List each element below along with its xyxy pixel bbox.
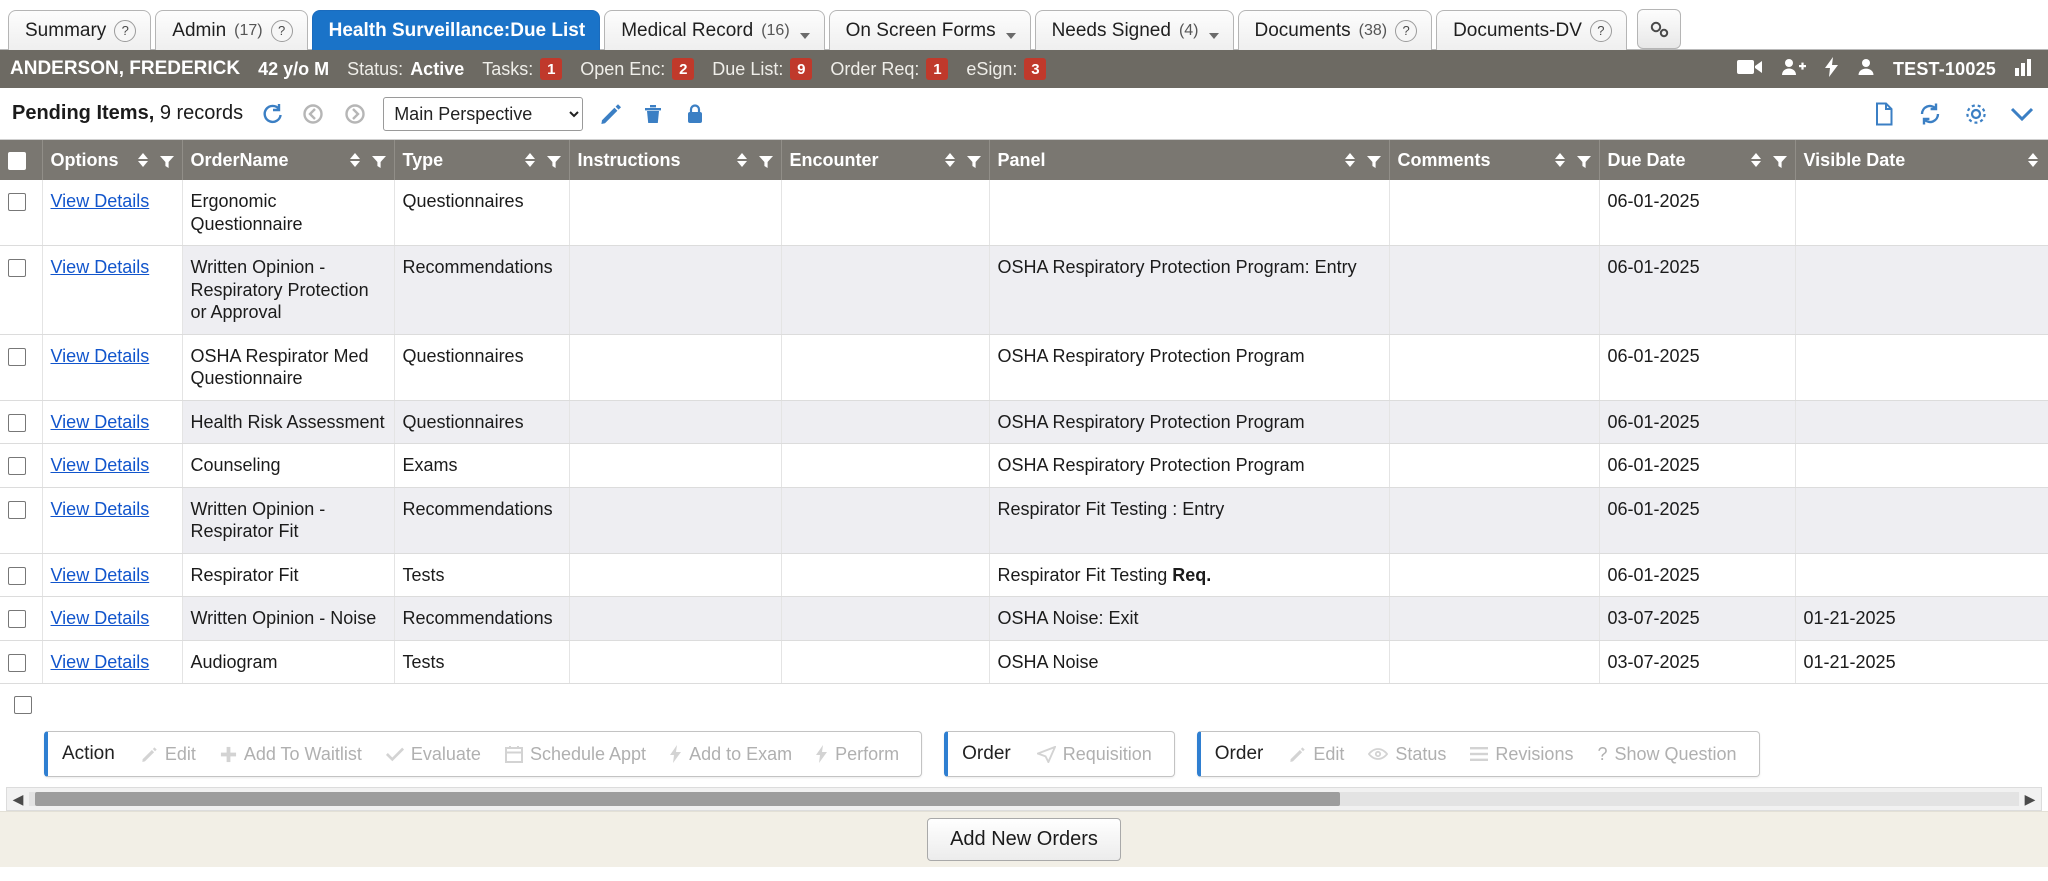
tab-label: Admin (172, 19, 227, 41)
add-to-waitlist-button[interactable] (208, 732, 374, 776)
grid-footer-select-cell (0, 684, 2048, 721)
status-badge: 3 (1024, 58, 1046, 80)
filter-icon[interactable] (1773, 153, 1787, 167)
order-revisions-button[interactable] (1458, 732, 1585, 776)
cell-instructions (569, 180, 781, 246)
status-badge: 2 (672, 58, 694, 80)
cell-encounter (781, 180, 989, 246)
filter-icon[interactable] (547, 153, 561, 167)
scroll-left-arrow[interactable]: ◀ (12, 790, 24, 807)
status-value: Active (410, 58, 465, 79)
column-label: Comments (1397, 149, 1491, 170)
status-badge: 1 (926, 58, 948, 80)
row-select-cell (0, 400, 42, 444)
cell-comments (1389, 487, 1599, 553)
filter-icon[interactable] (160, 153, 174, 167)
cell-duedate: 06-01-2025 (1599, 180, 1795, 246)
horizontal-scrollbar[interactable] (6, 787, 2042, 811)
row-select-cell (0, 553, 42, 597)
pencil-icon[interactable] (597, 100, 625, 128)
row-options-cell (42, 246, 182, 335)
group-label: Action (62, 743, 115, 764)
cell-ordername: OSHA Respirator Med Questionnaire (182, 334, 394, 400)
chevron-down-icon (1006, 33, 1016, 39)
cell-instructions (569, 444, 781, 488)
chevron-down-icon (800, 33, 810, 39)
cell-type: Questionnaires (394, 334, 569, 400)
page-footer (0, 811, 2048, 867)
panel-text: OSHA Noise (997, 651, 1099, 672)
table-row[interactable] (0, 597, 2048, 641)
help-icon: ? (114, 20, 136, 42)
view-details-link[interactable]: View Details (50, 651, 150, 672)
column-label: Type (402, 149, 444, 170)
view-details-link[interactable]: View Details (50, 191, 150, 211)
tab-count: (17) (234, 21, 263, 39)
cell-type: Tests (394, 640, 569, 684)
toolbar-right-actions (1870, 100, 2036, 128)
cell-encounter (781, 487, 989, 553)
cell-duedate: 06-01-2025 (1599, 444, 1795, 488)
patient-id: TEST-10025 (1892, 58, 1996, 79)
evaluate-button[interactable] (374, 732, 493, 776)
row-checkbox[interactable] (8, 259, 26, 277)
button-label: Status (1395, 743, 1447, 764)
tab-label: Summary (25, 19, 107, 41)
cell-panel (989, 400, 1389, 444)
metric-label: Order Req: (830, 58, 920, 79)
user-icon[interactable] (1857, 58, 1875, 81)
scroll-thumb[interactable] (35, 792, 1340, 806)
row-select-cell (0, 597, 42, 641)
button-label: Edit (164, 743, 196, 764)
cell-encounter (781, 640, 989, 684)
lightning-bolt-icon[interactable] (1825, 57, 1839, 82)
column-header-duedate[interactable] (1599, 140, 1795, 180)
view-details-link[interactable]: View Details (50, 608, 150, 628)
table-row[interactable] (0, 444, 2048, 488)
patient-bar-actions (1737, 57, 2036, 82)
panel-text: Respirator Fit Testing : Entry (997, 498, 1225, 519)
perform-button[interactable] (804, 732, 911, 776)
row-checkbox[interactable] (8, 193, 26, 211)
new-document-icon[interactable] (1870, 100, 1898, 128)
cell-comments (1389, 553, 1599, 597)
tab-medical-record[interactable] (604, 10, 824, 50)
cell-comments (1389, 334, 1599, 400)
table-row[interactable] (0, 180, 2048, 246)
cell-panel (989, 597, 1389, 641)
column-header-type[interactable] (394, 140, 569, 180)
column-header-options[interactable] (42, 140, 182, 180)
action-toolbar (0, 721, 2048, 777)
filter-icon[interactable] (759, 153, 773, 167)
button-label: Evaluate (410, 743, 481, 764)
column-header-visibledate[interactable] (1795, 140, 2048, 180)
sort-icon[interactable] (737, 152, 749, 168)
cell-duedate: 06-01-2025 (1599, 334, 1795, 400)
panel-text: OSHA Noise: Exit (997, 608, 1139, 628)
view-details-link[interactable]: View Details (50, 257, 150, 277)
column-label: Encounter (789, 149, 879, 170)
cell-type: Tests (394, 553, 569, 597)
filter-icon[interactable] (967, 153, 981, 167)
select-all-header (0, 140, 42, 180)
metric-label: Tasks: (482, 58, 534, 79)
cell-comments (1389, 400, 1599, 444)
cell-panel (989, 553, 1389, 597)
cell-type: Questionnaires (394, 180, 569, 246)
tab-label: Needs Signed (1051, 19, 1171, 41)
cell-encounter (781, 246, 989, 335)
page-title-text: Pending Items, (12, 102, 155, 124)
schedule-appt-button[interactable] (493, 732, 658, 776)
metric-label: Due List: (712, 58, 784, 79)
sort-icon[interactable] (1751, 152, 1763, 168)
cell-instructions (569, 334, 781, 400)
action-group-order-requisition (944, 731, 1175, 777)
view-details-link[interactable]: View Details (50, 345, 150, 366)
sync-icon[interactable] (1916, 100, 1944, 128)
chevron-right-icon[interactable] (341, 100, 369, 128)
pending-items-grid (0, 140, 2048, 721)
table-row[interactable] (0, 400, 2048, 444)
column-header-ordername[interactable] (182, 140, 394, 180)
row-checkbox[interactable] (8, 501, 26, 519)
cell-panel (989, 487, 1389, 553)
row-options-cell (42, 597, 182, 641)
sort-icon[interactable] (945, 152, 957, 168)
button-label: Edit (1313, 743, 1345, 764)
cell-encounter (781, 553, 989, 597)
perspective-select[interactable] (383, 97, 583, 131)
tab-summary[interactable] (8, 10, 151, 50)
cell-comments (1389, 180, 1599, 246)
refresh-icon[interactable] (257, 100, 285, 128)
row-options-cell (42, 400, 182, 444)
cell-duedate: 06-01-2025 (1599, 246, 1795, 335)
cell-ordername: Written Opinion - Respiratory Protection or Approval (182, 246, 394, 335)
chevron-down-icon[interactable] (2008, 100, 2036, 128)
cell-panel (989, 334, 1389, 400)
cell-instructions (569, 487, 781, 553)
panel-text: OSHA Respiratory Protection Program (997, 345, 1305, 366)
main-tab-bar (0, 0, 2048, 50)
metric-label: Open Enc: (580, 58, 666, 79)
tab-documents-dv[interactable] (1436, 10, 1627, 50)
patient-header-bar (0, 50, 2048, 88)
help-icon: ? (271, 20, 293, 42)
edit-button[interactable] (129, 732, 208, 776)
metric-open-enc[interactable] (580, 58, 694, 80)
filter-icon[interactable] (1577, 153, 1591, 167)
tab-health-surveillance-due-list[interactable] (312, 10, 601, 50)
gear-icon[interactable] (1962, 100, 1990, 128)
row-options-cell (42, 334, 182, 400)
table-row[interactable] (0, 487, 2048, 553)
cell-comments (1389, 444, 1599, 488)
grid-header-row (0, 140, 2048, 180)
cell-visibledate (1795, 444, 2048, 488)
order-edit-button[interactable] (1277, 732, 1356, 776)
row-select-cell (0, 180, 42, 246)
metric-order-req[interactable] (830, 58, 948, 80)
filter-icon[interactable] (372, 153, 386, 167)
trash-icon[interactable] (639, 100, 667, 128)
column-label: Instructions (577, 149, 681, 170)
cell-type: Recommendations (394, 246, 569, 335)
cell-encounter (781, 334, 989, 400)
button-label: Perform (835, 743, 900, 764)
tab-label: On Screen Forms (845, 19, 996, 41)
patient-status (347, 59, 464, 80)
cell-visibledate (1795, 334, 2048, 400)
cell-duedate: 06-01-2025 (1599, 553, 1795, 597)
row-options-cell (42, 640, 182, 684)
button-label: Requisition (1062, 743, 1152, 764)
cell-encounter (781, 597, 989, 641)
panel-text: OSHA Respiratory Protection Program: Entry (997, 257, 1357, 277)
row-checkbox[interactable] (8, 610, 26, 628)
select-all-checkbox[interactable] (8, 152, 26, 170)
video-camera-icon[interactable] (1737, 58, 1763, 81)
cell-visibledate (1795, 400, 2048, 444)
sort-icon[interactable] (1345, 152, 1357, 168)
cell-visibledate: 01-21-2025 (1795, 597, 2048, 641)
column-label: OrderName (190, 149, 289, 170)
button-label: Add To Waitlist (243, 743, 362, 764)
column-label: Options (50, 149, 119, 170)
tab-count: (4) (1178, 21, 1199, 39)
requisition-button[interactable] (1025, 732, 1164, 776)
scroll-track[interactable] (29, 792, 2019, 806)
cell-panel (989, 444, 1389, 488)
view-details-link[interactable]: View Details (50, 455, 150, 475)
cell-panel (989, 246, 1389, 335)
order-show-question-button[interactable] (1585, 732, 1748, 776)
cell-panel (989, 640, 1389, 684)
tab-needs-signed[interactable] (1035, 10, 1234, 50)
view-details-link[interactable]: View Details (50, 411, 150, 432)
cell-visibledate (1795, 180, 2048, 246)
table-row[interactable] (0, 553, 2048, 597)
button-label: Revisions (1495, 743, 1574, 764)
cell-ordername: Audiogram (182, 640, 394, 684)
status-label: Status: (347, 58, 404, 79)
gears-icon[interactable] (1637, 9, 1681, 49)
row-select-cell (0, 487, 42, 553)
metric-due-list[interactable] (712, 58, 812, 80)
scroll-right-arrow[interactable]: ▶ (2024, 790, 2036, 807)
cell-duedate: 03-07-2025 (1599, 640, 1795, 684)
column-header-comments[interactable] (1389, 140, 1599, 180)
panel-text: OSHA Respiratory Protection Program (997, 411, 1305, 432)
metric-esign[interactable] (966, 58, 1046, 80)
row-options-cell (42, 487, 182, 553)
patient-name: ANDERSON, FREDERICK (10, 58, 241, 79)
column-header-encounter[interactable] (781, 140, 989, 180)
cell-duedate: 03-07-2025 (1599, 597, 1795, 641)
chevron-down-icon (1209, 33, 1219, 39)
grid-toolbar (0, 88, 2048, 140)
column-label: Due Date (1607, 149, 1686, 170)
record-count: 9 records (159, 102, 244, 124)
status-badge: 1 (540, 58, 562, 80)
cell-encounter (781, 400, 989, 444)
row-options-cell (42, 553, 182, 597)
column-header-panel[interactable] (989, 140, 1389, 180)
row-select-cell (0, 444, 42, 488)
column-header-instructions[interactable] (569, 140, 781, 180)
add-new-orders-button[interactable]: Add New Orders (927, 818, 1121, 861)
help-icon: ? (1395, 20, 1417, 42)
cell-visibledate (1795, 246, 2048, 335)
patient-age-sex: 42 y/o M (258, 58, 330, 79)
cell-instructions (569, 553, 781, 597)
cell-comments (1389, 640, 1599, 684)
lock-icon[interactable] (681, 100, 709, 128)
view-details-link[interactable]: View Details (50, 564, 150, 585)
cell-visibledate (1795, 553, 2048, 597)
order-status-button[interactable] (1356, 732, 1458, 776)
panel-text: OSHA Respiratory Protection Program (997, 455, 1305, 475)
tab-documents[interactable] (1238, 10, 1433, 50)
sort-icon[interactable] (525, 152, 537, 168)
tab-label: Medical Record (621, 19, 754, 41)
cell-comments (1389, 597, 1599, 641)
metric-label: eSign: (966, 58, 1018, 79)
cell-instructions (569, 640, 781, 684)
button-label: Show Question (1614, 743, 1737, 764)
tab-count: (16) (761, 21, 790, 39)
tab-admin[interactable] (155, 10, 307, 50)
sort-icon[interactable] (1555, 152, 1567, 168)
page-title (12, 102, 243, 125)
cell-instructions (569, 246, 781, 335)
cell-visibledate: 01-21-2025 (1795, 640, 2048, 684)
table-row[interactable] (0, 334, 2048, 400)
add-user-icon[interactable] (1781, 58, 1807, 81)
cell-type: Exams (394, 444, 569, 488)
cell-duedate: 06-01-2025 (1599, 400, 1795, 444)
cell-type: Questionnaires (394, 400, 569, 444)
row-checkbox[interactable] (8, 457, 26, 475)
table-row[interactable] (0, 246, 2048, 335)
filter-icon[interactable] (1367, 153, 1381, 167)
cell-comments (1389, 246, 1599, 335)
cell-panel (989, 180, 1389, 246)
grid-body (0, 180, 2048, 684)
row-checkbox[interactable] (8, 654, 26, 672)
add-to-exam-button[interactable] (658, 732, 804, 776)
question-icon: ? (1597, 743, 1608, 764)
row-select-cell (0, 640, 42, 684)
row-select-cell (0, 246, 42, 335)
cell-duedate: 06-01-2025 (1599, 487, 1795, 553)
view-details-link[interactable]: View Details (50, 498, 150, 519)
row-checkbox[interactable] (8, 348, 26, 366)
chart-bar-icon[interactable] (2014, 58, 2036, 81)
tab-on-screen-forms[interactable] (829, 10, 1031, 50)
panel-text: Respirator Fit Testing (997, 564, 1173, 585)
action-group-order (1197, 731, 1760, 777)
action-group-action (44, 731, 922, 777)
chevron-left-icon[interactable] (299, 100, 327, 128)
cell-type: Recommendations (394, 597, 569, 641)
help-icon: ? (1590, 20, 1612, 42)
row-select-cell (0, 334, 42, 400)
cell-ordername: Ergonomic Questionnaire (182, 180, 394, 246)
button-label: Schedule Appt (529, 743, 647, 764)
footer-checkbox[interactable] (14, 696, 32, 714)
group-label: Order (1214, 743, 1264, 764)
row-options-cell (42, 444, 182, 488)
cell-type: Recommendations (394, 487, 569, 553)
tab-label: Health Surveillance:Due List (328, 19, 586, 41)
tab-label: Documents (1254, 19, 1351, 41)
cell-ordername: Written Opinion - Noise (182, 597, 394, 641)
tab-count: (38) (1358, 21, 1388, 39)
cell-encounter (781, 444, 989, 488)
cell-ordername: Written Opinion - Respirator Fit (182, 487, 394, 553)
column-label: Panel (997, 149, 1046, 170)
cell-ordername: Health Risk Assessment (182, 400, 394, 444)
panel-required-text: Req. (1172, 564, 1212, 585)
row-options-cell (42, 180, 182, 246)
cell-ordername: Counseling (182, 444, 394, 488)
sort-icon[interactable] (138, 152, 150, 168)
cell-visibledate (1795, 487, 2048, 553)
status-badge: 9 (790, 58, 812, 80)
group-label: Order (962, 743, 1011, 764)
row-checkbox[interactable] (8, 567, 26, 585)
cell-instructions (569, 597, 781, 641)
button-label: Add to Exam (689, 743, 793, 764)
sort-icon[interactable] (2028, 152, 2040, 168)
cell-instructions (569, 400, 781, 444)
row-checkbox[interactable] (8, 414, 26, 432)
metric-tasks[interactable] (482, 58, 562, 80)
sort-icon[interactable] (350, 152, 362, 168)
tab-label: Documents-DV (1453, 19, 1582, 41)
table-row[interactable] (0, 640, 2048, 684)
column-label: Visible Date (1803, 149, 1906, 170)
cell-ordername: Respirator Fit (182, 553, 394, 597)
